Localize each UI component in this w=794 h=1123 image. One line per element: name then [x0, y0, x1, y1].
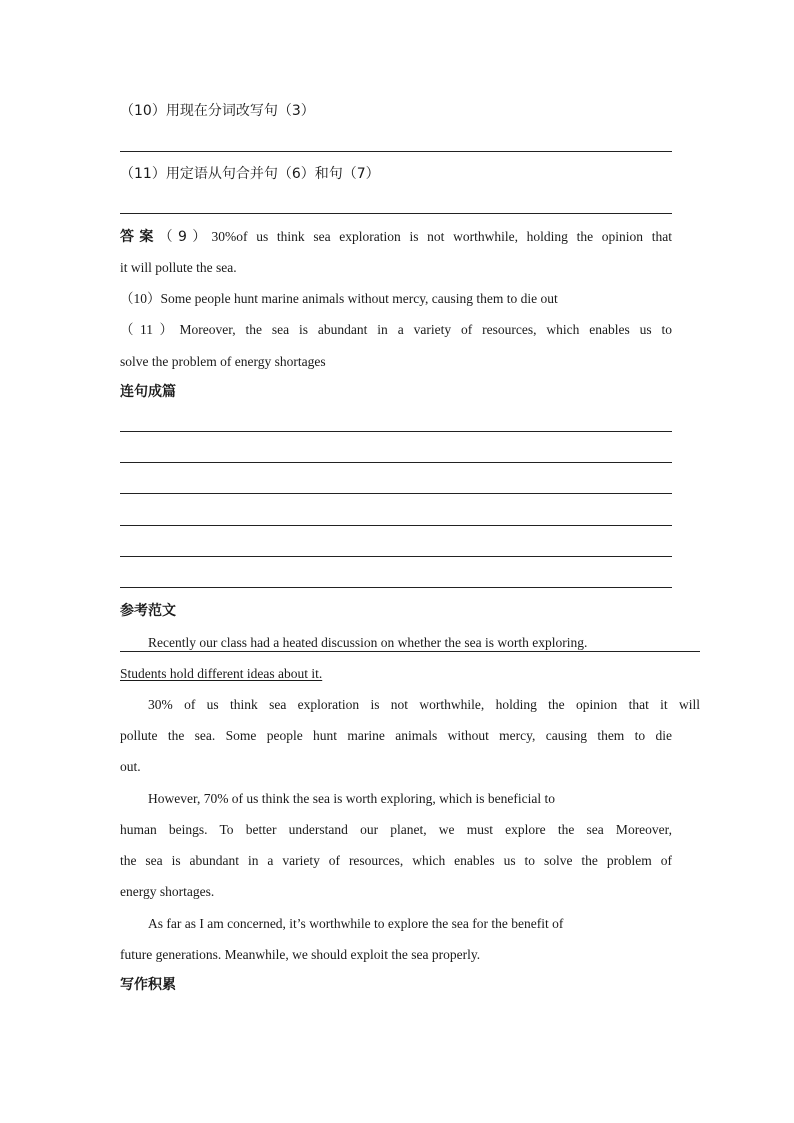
section-heading-link-sentences: 连句成篇	[120, 384, 176, 400]
sample-paragraph-1-line-2-text: Students hold different ideas about it.	[120, 666, 323, 681]
sample-paragraph-3-line-1: However, 70% of us think the sea is worth exploring, which is beneficial to	[148, 791, 555, 806]
question-10-prompt: （10）用现在分词改写句（3）	[120, 103, 315, 119]
sample-paragraph-2-line-1: 30% of us think sea exploration is not worthwhile, holding the opinion that it will	[148, 697, 700, 712]
sample-paragraph-2-line-3: out.	[120, 759, 141, 774]
writing-line-1	[120, 431, 672, 432]
sample-paragraph-3-line-3: the sea is abundant in a variety of resources, which enables us to solve the problem of	[120, 853, 672, 868]
answer-blank-line-10	[120, 151, 672, 152]
sample-paragraph-4-line-1: As far as I am concerned, it’s worthwhile to explore the sea for the benefit of	[148, 916, 564, 931]
answer-9-text: 30%of us think sea exploration is not worthwhile, holding the opinion that	[211, 229, 672, 244]
question-11-prompt: （11）用定语从句合并句（6）和句（7）	[120, 166, 380, 182]
answer-11-line-1: （11）Moreover, the sea is abundant in a variety of resources, which enables us to	[120, 322, 672, 337]
answer-blank-line-11	[120, 213, 672, 214]
sample-paragraph-3-line-2: human beings. To better understand our planet, we must explore the sea Moreover,	[120, 822, 672, 837]
sample-paragraph-1-line-2	[120, 665, 672, 683]
sample-paragraph-1-line-1: Recently our class had a heated discussion on whether the sea is worth exploring.	[120, 634, 700, 652]
answer-9-line-1	[120, 228, 672, 246]
answer-10-text: （10）Some people hunt marine animals without mercy, causing them to die out	[120, 291, 558, 306]
sample-paragraph-3-line-4: energy shortages.	[120, 884, 215, 899]
writing-line-6	[120, 587, 672, 588]
section-heading-sample-essay: 参考范文	[120, 603, 176, 619]
answer-11-line-2: solve the problem of energy shortages	[120, 354, 326, 369]
answer-label: 答案	[120, 229, 159, 245]
answer-9-number: （9）	[158, 229, 212, 245]
writing-line-2	[120, 462, 672, 463]
section-heading-writing-accumulation: 写作积累	[120, 977, 176, 993]
answer-9-line-2: it will pollute the sea.	[120, 260, 237, 275]
sample-paragraph-2-line-2: pollute the sea. Some people hunt marine animals without mercy, causing them to die	[120, 728, 672, 743]
writing-line-4	[120, 525, 672, 526]
writing-line-5	[120, 556, 672, 557]
writing-line-3	[120, 493, 672, 494]
sample-paragraph-4-line-2: future generations. Meanwhile, we should exploit the sea properly.	[120, 947, 481, 962]
